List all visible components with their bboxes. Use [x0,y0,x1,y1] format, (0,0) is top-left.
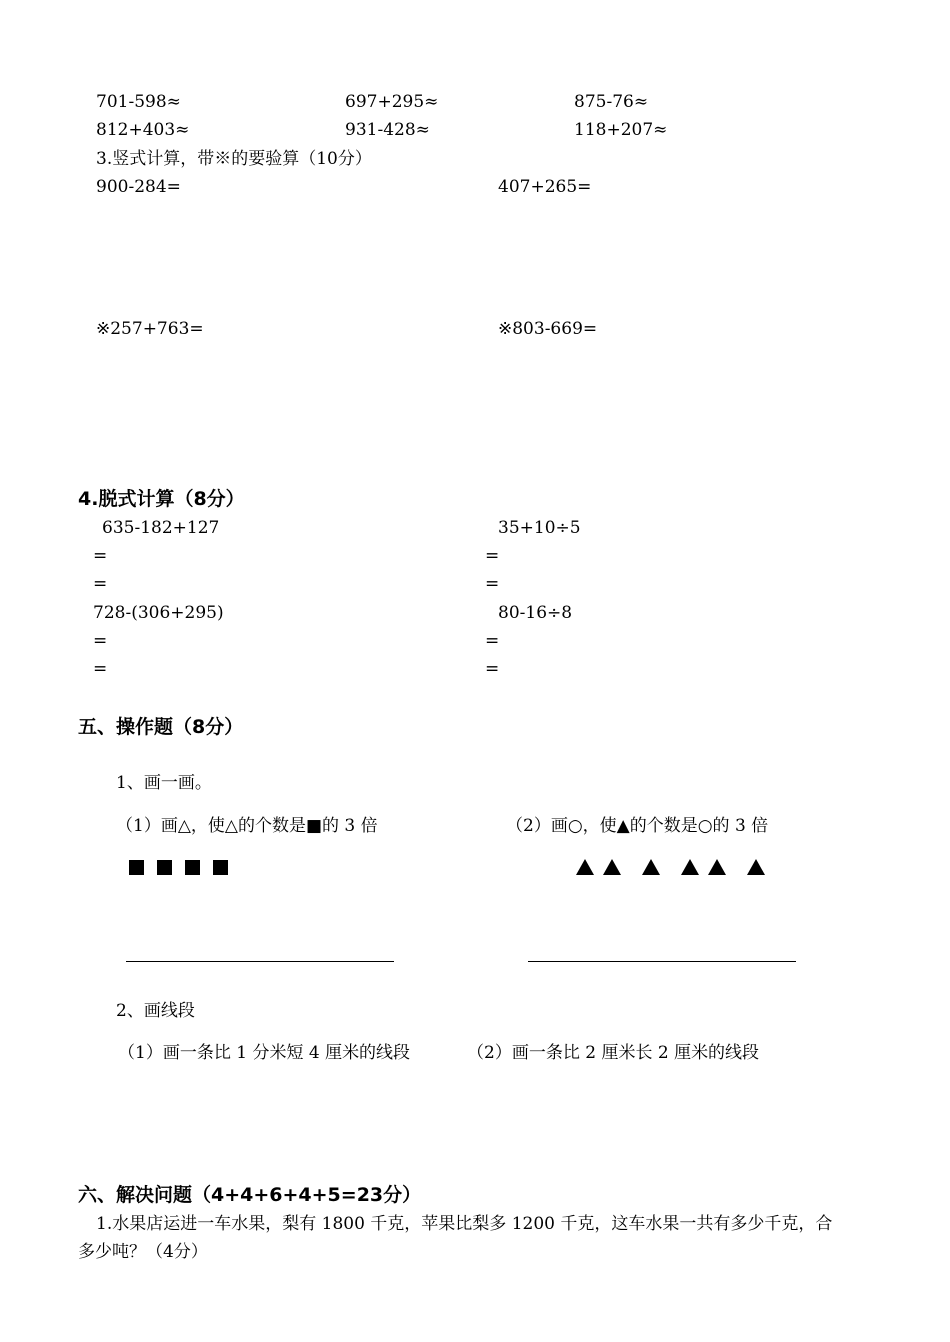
estimate-item: 812+403≈ [96,120,190,140]
filled-triangle-icon [747,859,765,875]
detached-calc-item: 80-16÷8 [498,603,573,623]
answer-line [126,961,394,962]
vertical-calc-item: ※803-669= [498,319,598,339]
equals-sign: = [93,631,108,651]
detached-calc-item: 35+10÷5 [498,518,581,538]
filled-square-icon [213,860,228,875]
equals-sign: = [485,659,500,679]
section5-heading: 五、操作题（8分） [78,716,244,738]
filled-square-icon [185,860,200,875]
filled-triangle-icon [603,859,621,875]
equals-sign: = [485,546,500,566]
vertical-calc-item: ※257+763= [96,319,204,339]
vertical-calc-heading: 3.竖式计算，带※的要验算（10分） [96,149,372,169]
q1-part1: （1）画△，使△的个数是■的 3 倍 [116,816,378,836]
q1-title: 1、画一画。 [116,773,212,793]
detached-calc-item: 635-182+127 [102,518,220,538]
q2-title: 2、画线段 [116,1001,195,1021]
estimate-item: 697+295≈ [345,92,439,112]
detached-calc-item: 728-(306+295) [93,603,224,623]
filled-square-icon [157,860,172,875]
section6-heading: 六、解决问题（4+4+6+4+5=23分） [78,1184,422,1206]
estimate-item: 118+207≈ [574,120,668,140]
filled-triangle-icon [681,859,699,875]
equals-sign: = [485,574,500,594]
equals-sign: = [93,659,108,679]
estimate-item: 701-598≈ [96,92,181,112]
vertical-calc-item: 407+265= [498,177,592,197]
problem-text: 1.水果店运进一车水果，梨有 1800 千克，苹果比梨多 1200 千克，这车水果一共有多少千克，合 [96,1214,833,1234]
problem-text: 多少吨？（4分） [78,1242,208,1262]
vertical-calc-item: 900-284= [96,177,181,197]
filled-square-icon [129,860,144,875]
equals-sign: = [485,631,500,651]
q1-part2: （2）画○，使▲的个数是○的 3 倍 [506,816,769,836]
answer-line [528,961,796,962]
filled-triangle-icon [576,859,594,875]
estimate-item: 875-76≈ [574,92,649,112]
equals-sign: = [93,546,108,566]
q2-part1: （1）画一条比 1 分米短 4 厘米的线段 [118,1043,411,1063]
filled-triangle-icon [642,859,660,875]
estimate-item: 931-428≈ [345,120,430,140]
filled-triangle-icon [708,859,726,875]
detached-calc-heading: 4.脱式计算（8分） [78,488,245,510]
equals-sign: = [93,574,108,594]
q2-part2: （2）画一条比 2 厘米长 2 厘米的线段 [467,1043,760,1063]
